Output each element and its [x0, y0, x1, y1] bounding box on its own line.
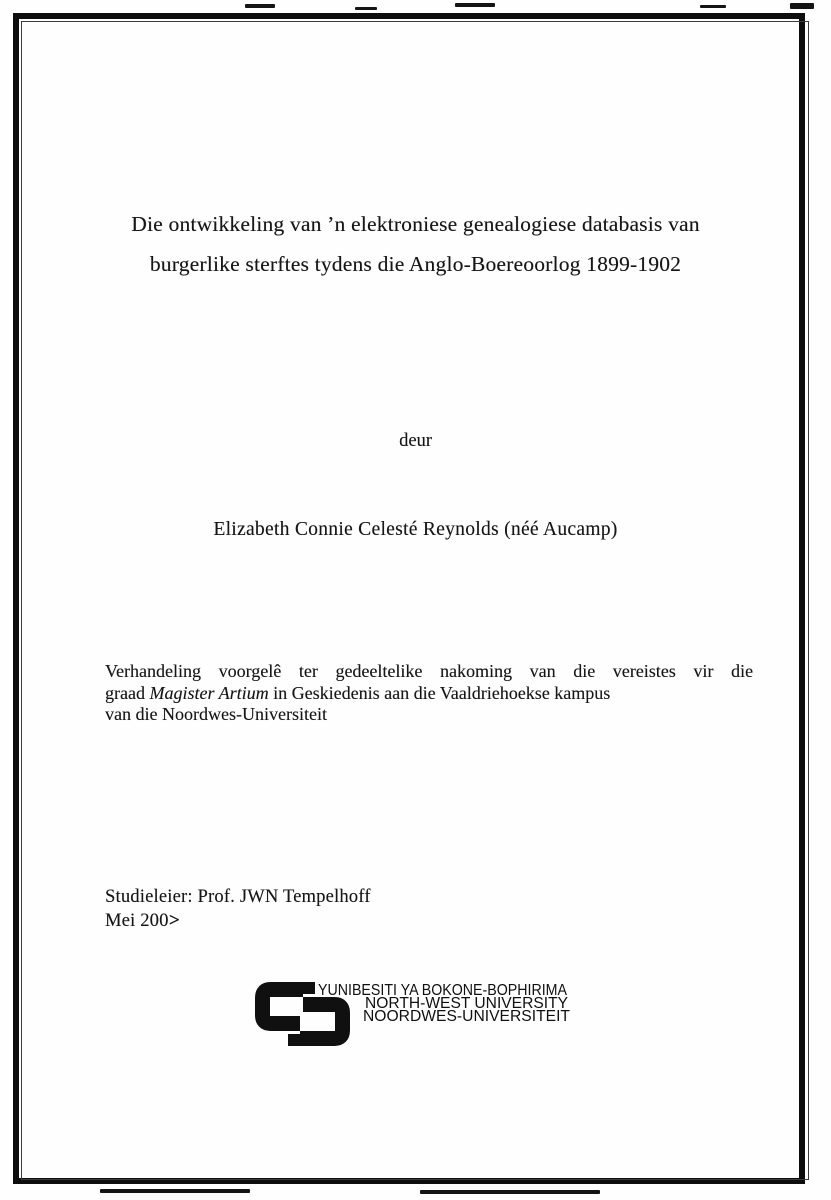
scan-artifact: [700, 5, 726, 8]
wordmark-afrikaans: NOORDWES-UNIVERSITEIT: [363, 1008, 571, 1025]
supervisor-line: Studieleier: Prof. JWN Tempelhoff: [105, 887, 371, 907]
wordmark-setswana: YUNIBESITI YA BOKONE-BOPHIRIMA: [318, 983, 568, 999]
handwritten-seven-glyph: >: [168, 911, 180, 931]
degree-name-italic: Magister Artium: [149, 682, 269, 703]
thesis-title: [0, 204, 831, 284]
degree-statement-line3: van die Noordwes-Universiteit: [105, 704, 327, 724]
degree-statement: [105, 661, 753, 726]
wordmark-english: NORTH-WEST UNIVERSITY: [365, 995, 568, 1012]
supervisor-block: [105, 885, 371, 933]
thesis-title-line2: burgerlike sterftes tydens die Anglo-Boereoorlog 1899-1902: [149, 252, 682, 276]
degree-statement-line2-prefix: graad: [105, 682, 150, 703]
author-name: Elizabeth Connie Celesté Reynolds (néé Aucamp): [213, 519, 618, 540]
degree-statement-line2: [105, 683, 753, 705]
university-logo: [253, 982, 583, 1048]
scan-artifact: [100, 1189, 250, 1193]
scan-artifact: [455, 3, 495, 7]
date-prefix: Mei 200: [105, 911, 169, 931]
scan-artifact: [790, 3, 814, 9]
scan-artifact: [245, 4, 275, 8]
byline-deur: deur: [399, 431, 432, 451]
scan-artifact: [355, 7, 377, 10]
date-line: [105, 909, 371, 933]
degree-statement-line1: Verhandeling voorgelê ter gedeeltelike nakoming van die vereistes vir die: [105, 661, 753, 681]
university-logo-wordmark: [318, 983, 572, 1027]
thesis-title-line1: Die ontwikkeling van ’n elektroniese genealogiese databasis van: [131, 212, 700, 236]
scan-artifact: [420, 1190, 600, 1194]
degree-statement-line2-suffix: in Geskiedenis aan die Vaaldriehoekse kampus: [268, 682, 611, 703]
